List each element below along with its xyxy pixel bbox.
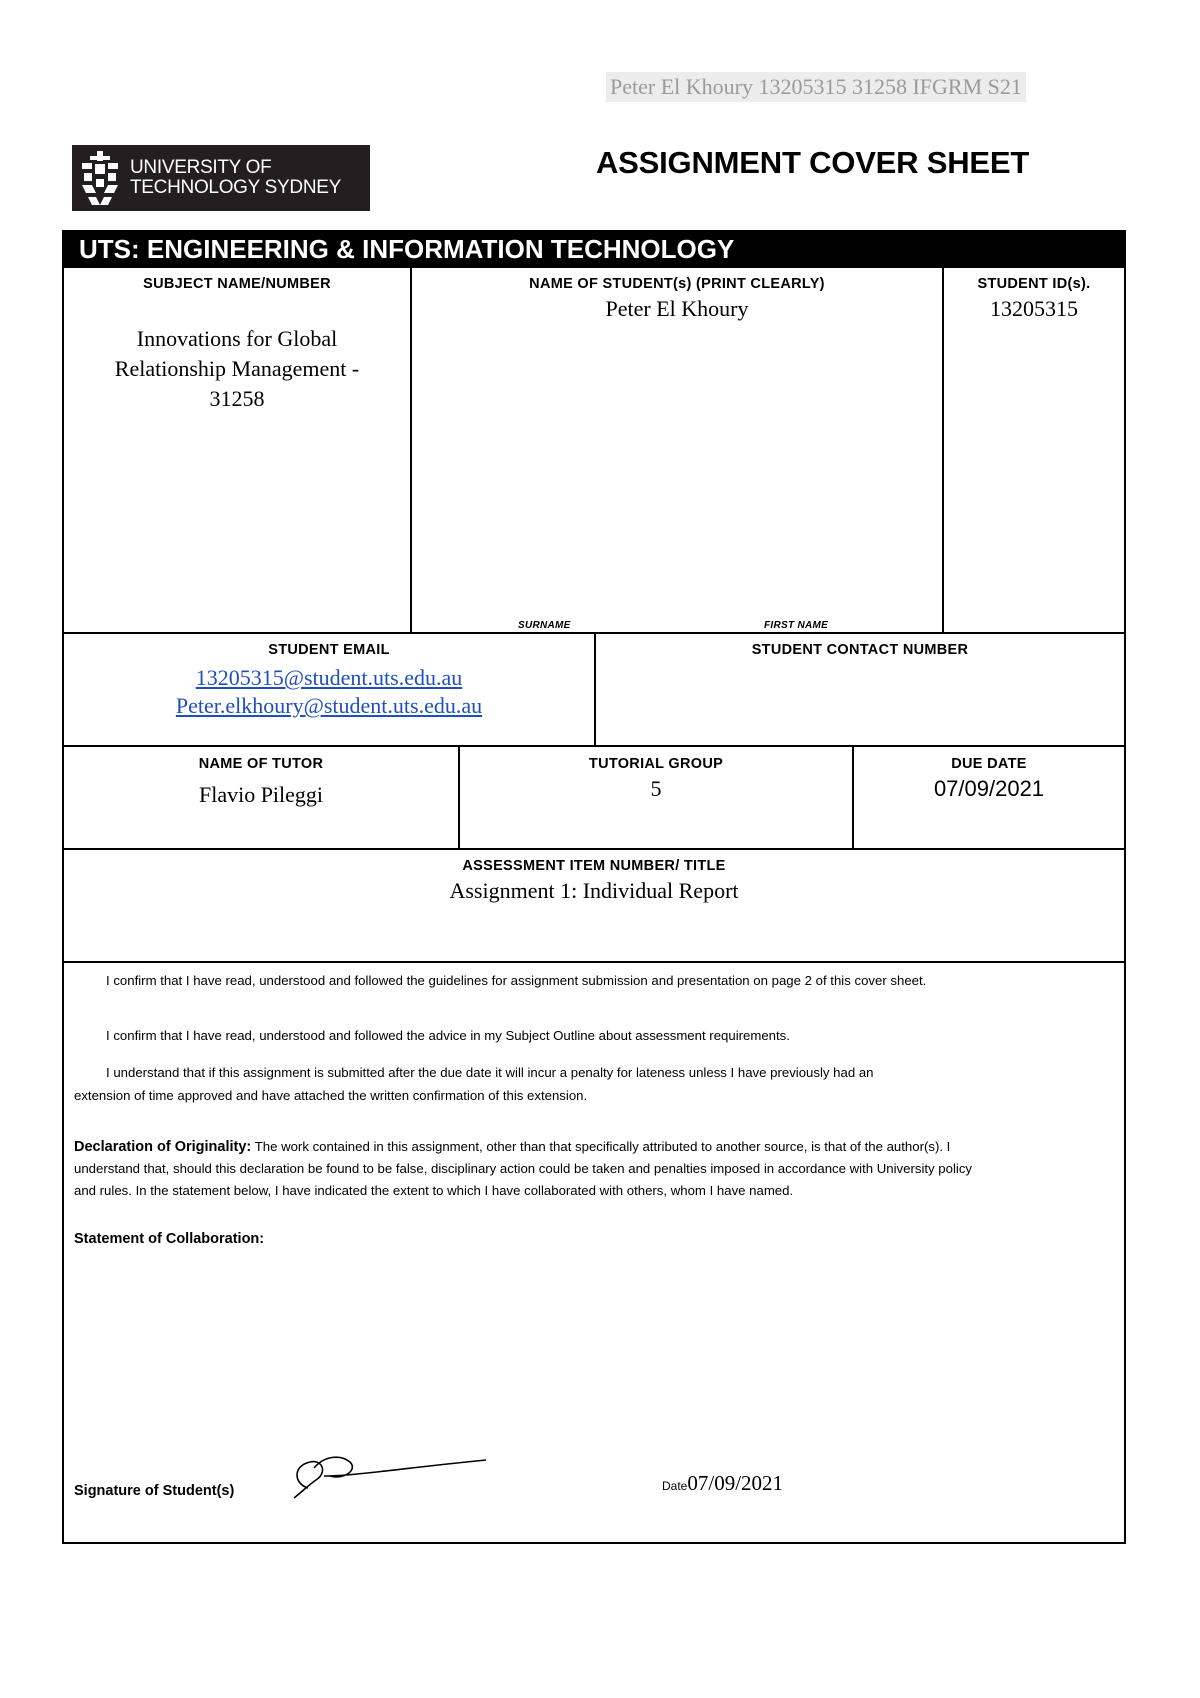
originality-line-2: understand that, should this declaration be found to be false, disciplinary action could be taken and penalties imposed in accordance with University policy (74, 1161, 973, 1176)
collaboration-label: Statement of Collaboration: (74, 1231, 265, 1247)
faculty-banner: UTS: ENGINEERING & INFORMATION TECHNOLOGY (62, 230, 1126, 268)
date-field (662, 1472, 783, 1497)
originality-label: Declaration of Originality: (74, 1139, 252, 1155)
cover-sheet-form (62, 268, 1126, 1544)
logo-line-1: UNIVERSITY OF (130, 157, 272, 178)
email-values (64, 664, 594, 720)
uts-logo (72, 145, 370, 211)
tutorial-group-label: TUTORIAL GROUP (588, 756, 724, 772)
firstname-label: FIRST NAME (764, 620, 829, 631)
page-title: ASSIGNMENT COVER SHEET (596, 145, 1030, 180)
assessment-value: Assignment 1: Individual Report (449, 878, 739, 903)
due-date-label: DUE DATE (951, 756, 1027, 772)
assessment-label: ASSESSMENT ITEM NUMBER/ TITLE (462, 858, 726, 874)
logo-line-2: TECHNOLOGY SYDNEY (130, 177, 341, 198)
late-penalty-line-1: I understand that if this assignment is submitted after the due date it will incur a penalty for lateness unless I have previously had an (106, 1065, 874, 1080)
originality-text-1: The work contained in this assignment, other than that specifically attributed to another source, is that of the author(s). I (254, 1139, 951, 1154)
surname-label: SURNAME (518, 620, 571, 631)
tutor-value: Flavio Pileggi (198, 782, 324, 807)
uts-crest-icon (78, 149, 122, 207)
student-signature (264, 1446, 494, 1506)
student-name-value: Peter El Khoury (605, 296, 749, 321)
contact-number-label: STUDENT CONTACT NUMBER (751, 642, 969, 658)
date-value: 07/09/2021 (687, 1471, 784, 1495)
subject-value (64, 324, 410, 414)
originality-line-1 (74, 1136, 950, 1158)
date-label: Date (662, 1479, 688, 1493)
subject-line-2: Relationship Management - (114, 356, 360, 381)
signature-label: Signature of Student(s) (74, 1483, 235, 1499)
email-link-2[interactable]: Peter.elkhoury@student.uts.edu.au (175, 693, 483, 718)
subject-line-1: Innovations for Global (136, 326, 338, 351)
watermark: Peter El Khoury 13205315 31258 IFGRM S21 (606, 72, 1026, 102)
tutorial-group-value: 5 (650, 776, 662, 801)
confirm-guidelines: I confirm that I have read, understood and followed the guidelines for assignment submission and presentation on page 2 of this cover sheet. (106, 973, 927, 988)
confirm-subject-outline: I confirm that I have read, understood and followed the advice in my Subject Outline about assessment requirements. (106, 1028, 790, 1043)
originality-line-3: and rules. In the statement below, I have indicated the extent to which I have collaborated with others, whom I have named. (74, 1183, 794, 1198)
student-id-label: STUDENT ID(s). (977, 276, 1091, 292)
email-label: STUDENT EMAIL (268, 642, 390, 658)
student-name-label: NAME OF STUDENT(s) (PRINT CLEARLY) (529, 276, 825, 292)
due-date-value: 07/09/2021 (933, 776, 1045, 801)
subject-line-3: 31258 (209, 386, 265, 411)
student-id-value: 13205315 (990, 296, 1078, 321)
subject-label: SUBJECT NAME/NUMBER (143, 276, 331, 292)
tutor-label: NAME OF TUTOR (198, 756, 324, 772)
late-penalty-line-2: extension of time approved and have attached the written confirmation of this extension. (74, 1088, 588, 1103)
email-link-1[interactable]: 13205315@student.uts.edu.au (195, 665, 463, 690)
